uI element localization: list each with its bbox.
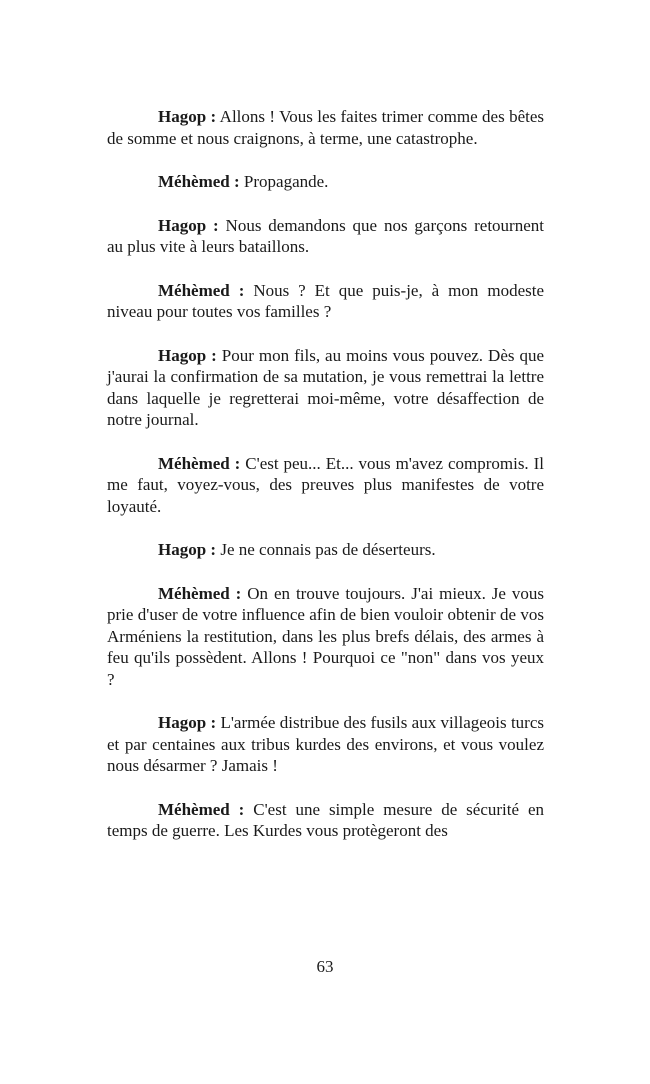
dialogue-paragraph [107,280,544,323]
dialogue-paragraph [107,215,544,258]
speaker-name: Méhèmed : [158,280,245,300]
dialogue-text: Nous ? Et que puis-je, à mon modeste niveau pour toutes vos familles ? [107,280,545,321]
dialogue-text: L'armée distribue des fusils aux villageois turcs et par centaines aux tribus kurdes des environs, et vous voulez nous désarmer ? Jamais ! [107,713,544,775]
speaker-name: Hagop : [158,215,219,235]
dialogue-text: Je ne connais pas de déserteurs. [216,540,436,559]
dialogue-paragraph [107,539,544,561]
dialogue-text: Nous demandons que nos garçons retournent au plus vite à leurs bataillons. [107,215,544,256]
speaker-name: Méhèmed : [158,799,245,819]
dialogue-paragraph [107,583,544,691]
dialogue-paragraph [107,712,544,777]
speaker-name: Hagop : [158,540,217,559]
dialogue-text: Pour mon fils, au moins vous pouvez. Dès que j'aurai la confirmation de sa mutation, je vous remettrai la lettre dans laquelle je regretterai moi-même, votre désaffection de notre journal. [107,345,545,429]
speaker-name: Méhèmed : [158,172,240,191]
speaker-name: Hagop : [158,713,217,732]
dialogue-paragraph [107,171,544,193]
speaker-name: Hagop : [158,107,217,126]
page-number: 63 [316,957,334,976]
dialogue-paragraph [107,106,544,149]
dialogue-text: Propagande. [239,172,329,191]
speaker-name: Méhèmed : [158,583,242,603]
dialogue-paragraph [107,453,544,518]
dialogue-text: On en trouve toujours. J'ai mieux. Je vous prie d'user de votre influence afin de bien vouloir obtenir de vos Arméniens la restitution, dans les plus brefs délais, des armes à feu qu'ils possèdent. Allons ! Pourquoi ce "non" dans vos yeux ? [107,583,544,689]
dialogue-text: Allons ! Vous les faites trimer comme des bêtes de somme et nous craignons, à terme, une catastrophe. [107,107,544,148]
dialogue-paragraph [107,799,544,842]
dialogue-paragraph [107,345,544,431]
speaker-name: Hagop : [158,345,217,365]
dialogue-text: C'est une simple mesure de sécurité en temps de guerre. Les Kurdes vous protègeront des [107,799,544,840]
dialogue-text: C'est peu... Et... vous m'avez compromis. Il me faut, voyez-vous, des preuves plus manifestes de votre loyauté. [107,453,544,516]
speaker-name: Méhèmed : [158,453,241,473]
page-body [107,106,544,864]
